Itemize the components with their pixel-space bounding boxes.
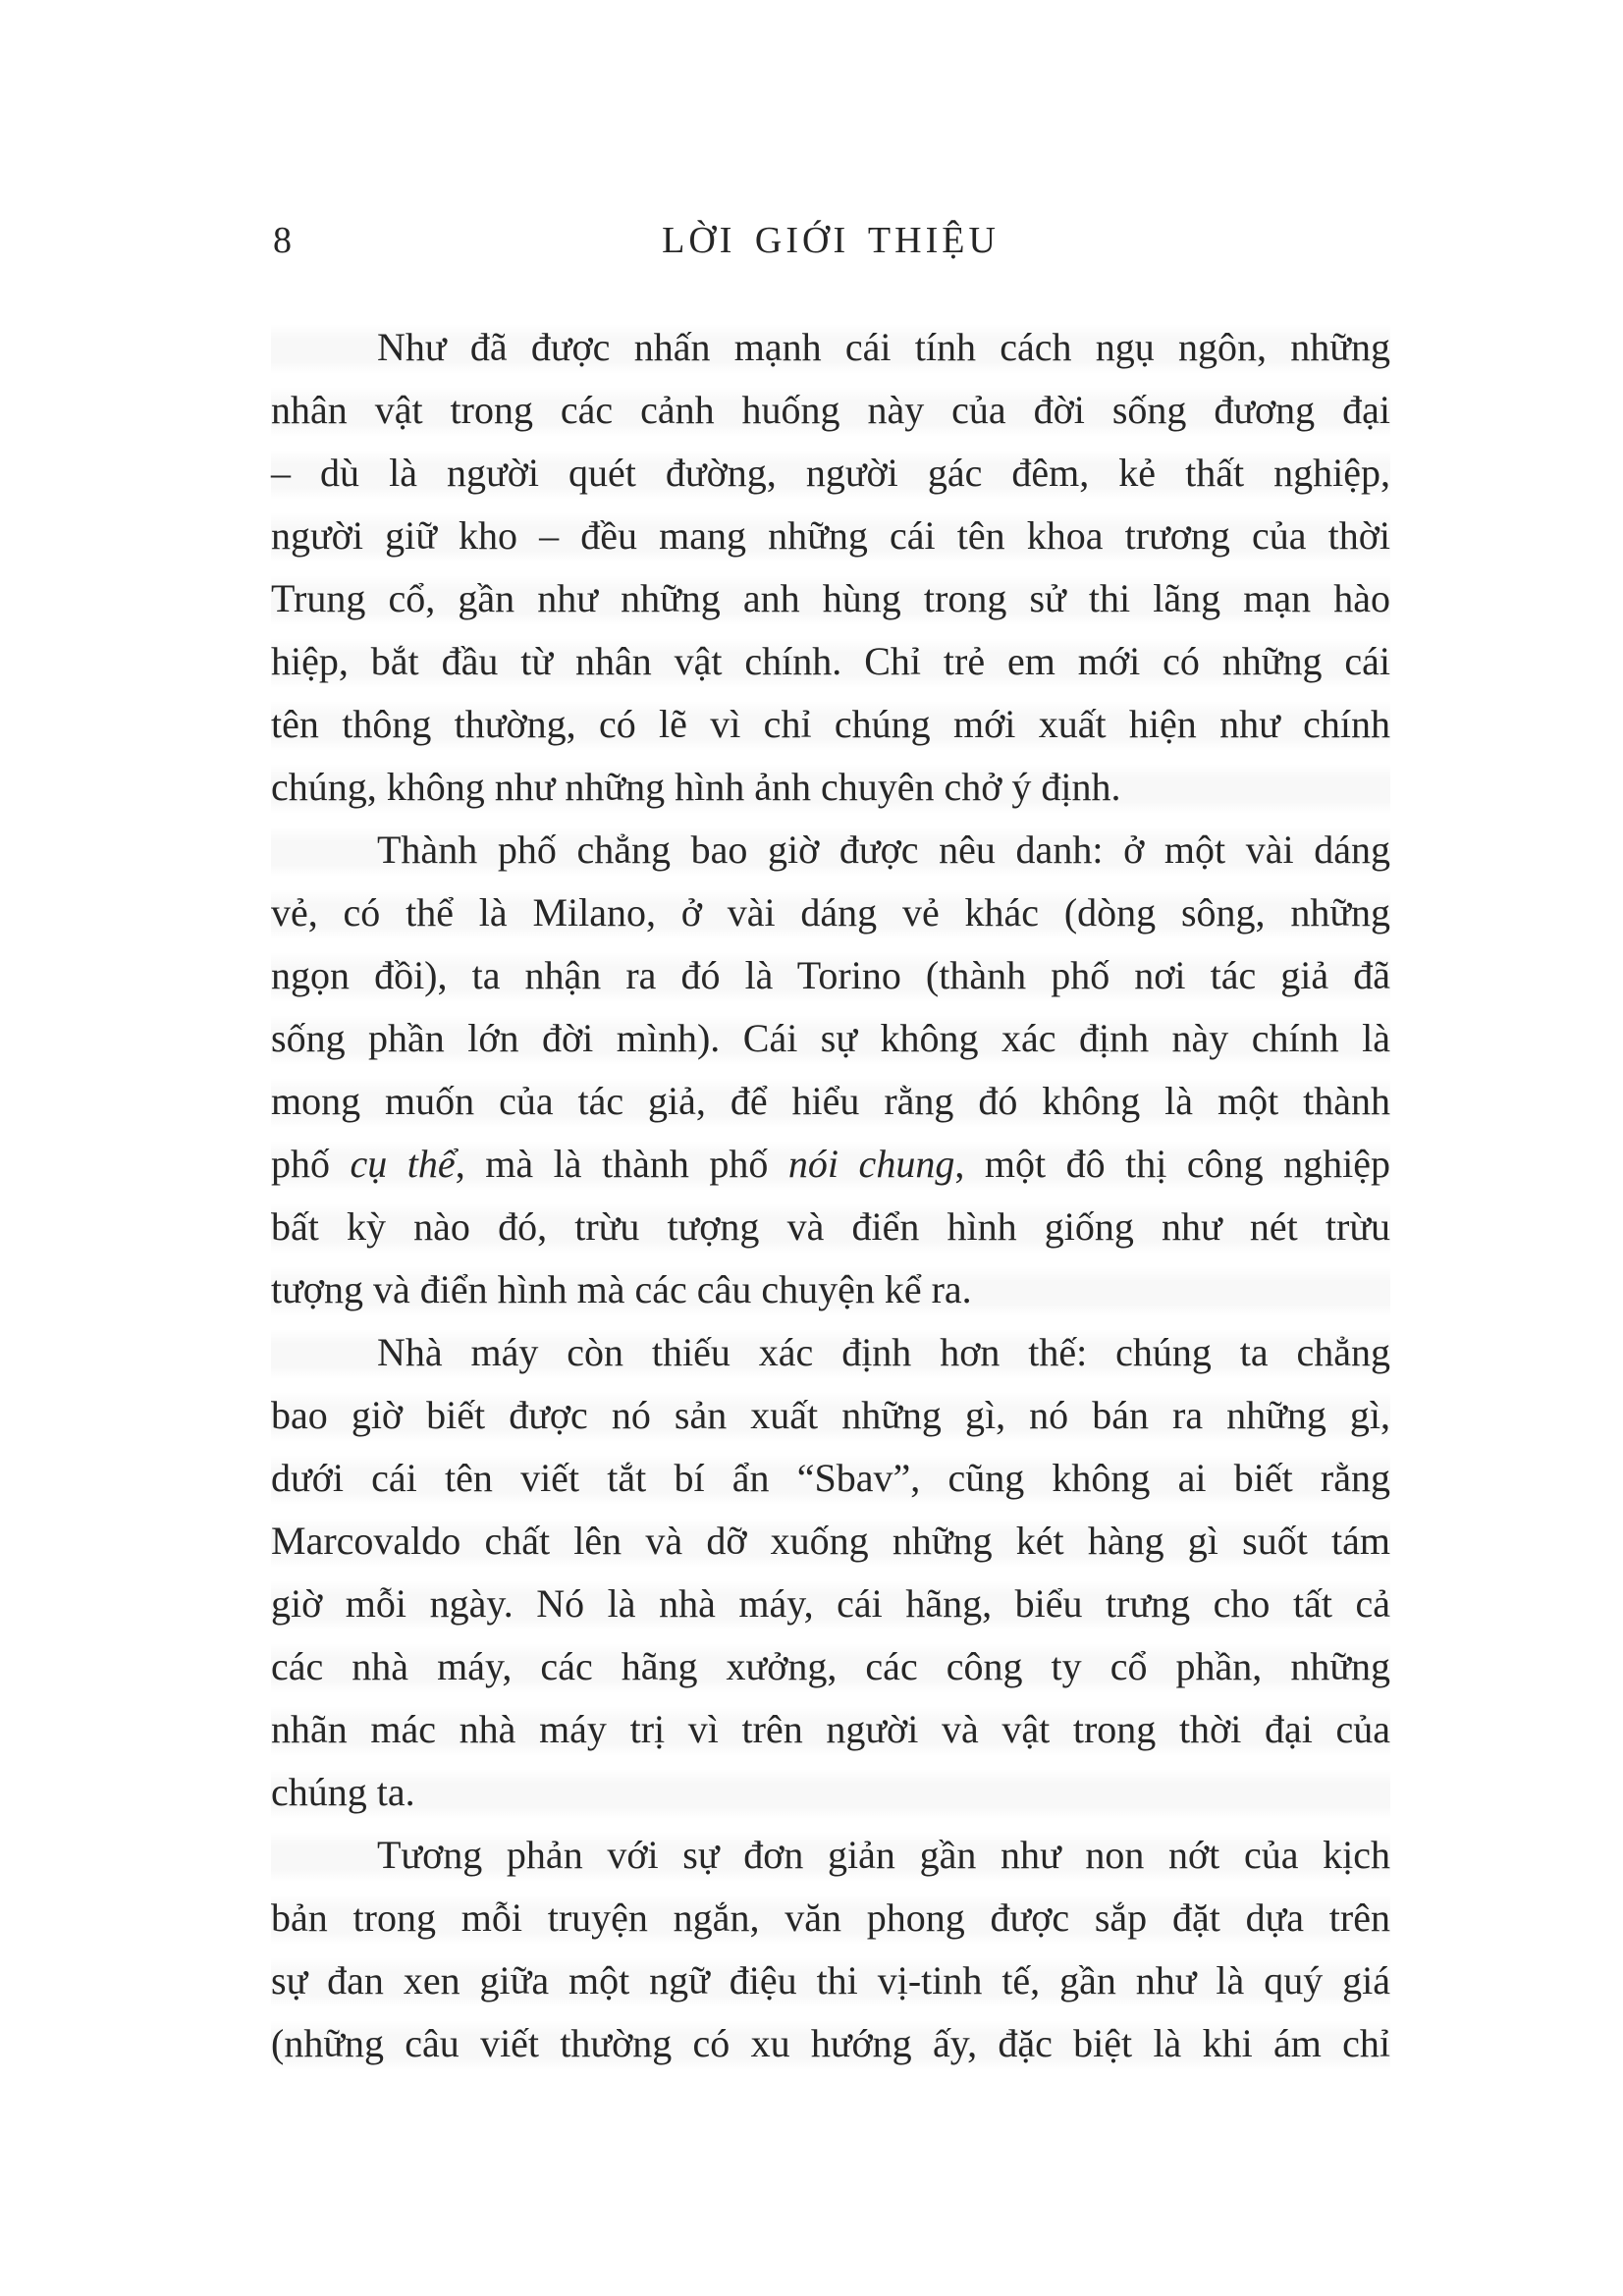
text-line: tượng và điển hình mà các câu chuyện kể ra. (271, 1258, 1390, 1321)
text-line: chúng, không như những hình ảnh chuyên chở ý định. (271, 756, 1390, 819)
text-line: – dù là người quét đường, người gác đêm, kẻ thất nghiệp, (271, 442, 1390, 505)
text-line: sống phần lớn đời mình). Cái sự không xác định này chính là (271, 1007, 1390, 1070)
text-line: ngọn đồi), ta nhận ra đó là Torino (thành phố nơi tác giả đã (271, 944, 1390, 1007)
text-line: người giữ kho – đều mang những cái tên khoa trương của thời (271, 505, 1390, 567)
paragraph-2 (271, 819, 1390, 1321)
text-line: Trung cổ, gần như những anh hùng trong sử thi lãng mạn hào (271, 567, 1390, 630)
text-line: các nhà máy, các hãng xưởng, các công ty cổ phần, những (271, 1635, 1390, 1698)
text-line: (những câu viết thường có xu hướng ấy, đặc biệt là khi ám chỉ (271, 2012, 1390, 2075)
paragraph-3 (271, 1321, 1390, 1824)
text-line: Như đã được nhấn mạnh cái tính cách ngụ ngôn, những (271, 316, 1390, 379)
text-line: giờ mỗi ngày. Nó là nhà máy, cái hãng, biểu trưng cho tất cả (271, 1573, 1390, 1635)
text-line: tên thông thường, có lẽ vì chỉ chúng mới xuất hiện như chính (271, 693, 1390, 756)
page-header (271, 218, 1390, 263)
paragraph-4 (271, 1824, 1390, 2075)
text-line: vẻ, có thể là Milano, ở vài dáng vẻ khác (dòng sông, những (271, 881, 1390, 944)
page-number: 8 (273, 220, 292, 261)
italic-text-segment: nói chung (787, 1142, 955, 1186)
text-line: Tương phản với sự đơn giản gần như non nớt của kịch (271, 1824, 1390, 1887)
text-line: bao giờ biết được nó sản xuất những gì, nó bán ra những gì, (271, 1384, 1390, 1447)
text-line: dưới cái tên viết tắt bí ẩn “Sbav”, cũng không ai biết rằng (271, 1447, 1390, 1510)
text-line: bản trong mỗi truyện ngắn, văn phong được sắp đặt dựa trên (271, 1887, 1390, 1949)
running-title: LỜI GIỚI THIỆU (662, 220, 1000, 261)
paragraph-1 (271, 316, 1390, 819)
text-line: mong muốn của tác giả, để hiểu rằng đó không là một thành (271, 1070, 1390, 1133)
text-line: chúng ta. (271, 1761, 1390, 1824)
text-segment: , một đô thị công nghiệp (954, 1142, 1391, 1186)
italic-text-segment: cụ thể (350, 1142, 456, 1186)
text-line: bất kỳ nào đó, trừu tượng và điển hình giống như nét trừu (271, 1196, 1390, 1258)
text-line: Thành phố chẳng bao giờ được nêu danh: ở một vài dáng (271, 819, 1390, 881)
text-block (271, 316, 1390, 2075)
text-line: hiệp, bắt đầu từ nhân vật chính. Chỉ trẻ em mới có những cái (271, 630, 1390, 693)
text-line: Marcovaldo chất lên và dỡ xuống những két hàng gì suốt tám (271, 1510, 1390, 1573)
text-line: nhãn mác nhà máy trị vì trên người và vật trong thời đại của (271, 1698, 1390, 1761)
text-line: Nhà máy còn thiếu xác định hơn thế: chúng ta chẳng (271, 1321, 1390, 1384)
text-line: sự đan xen giữa một ngữ điệu thi vị-tinh tế, gần như là quý giá (271, 1949, 1390, 2012)
text-line: nhân vật trong các cảnh huống này của đời sống đương đại (271, 379, 1390, 442)
text-segment: phố (271, 1142, 351, 1186)
text-line-with-italics (271, 1133, 1390, 1196)
text-segment: , mà là thành phố (455, 1142, 788, 1186)
